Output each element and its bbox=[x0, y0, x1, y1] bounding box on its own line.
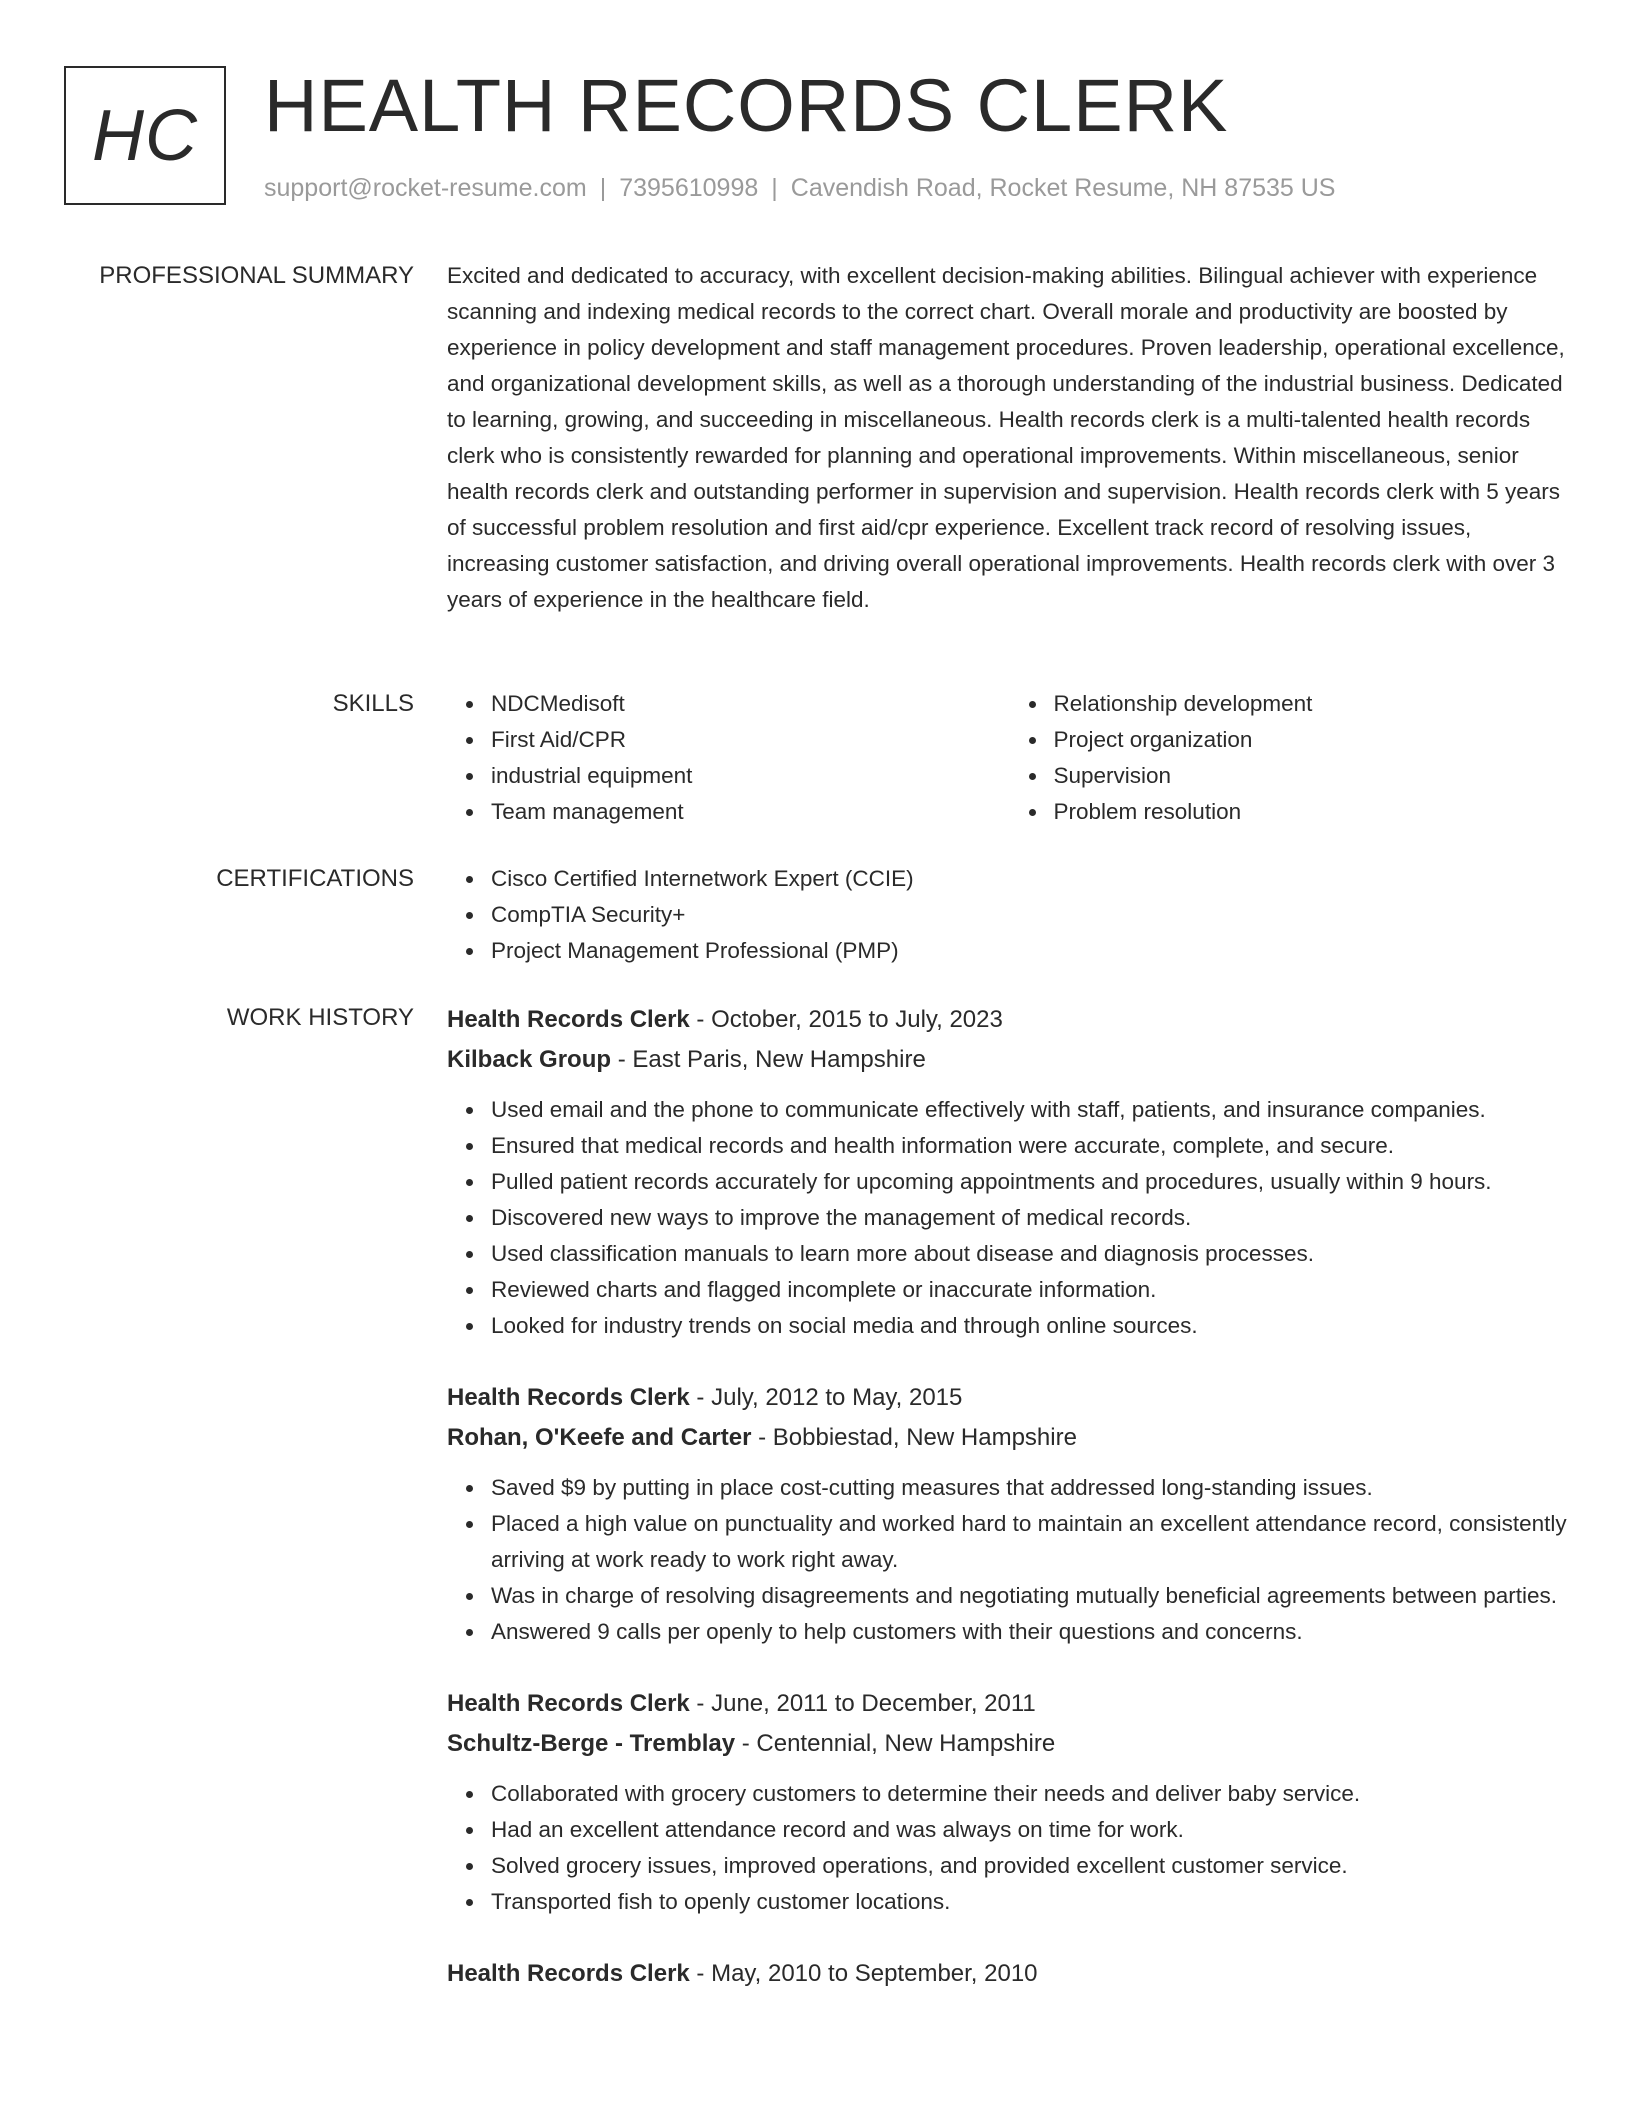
job-title-line: Health Records Clerk - July, 2012 to May, 2015 bbox=[447, 1384, 963, 1411]
job-company-line: Rohan, O'Keefe and Carter - Bobbiestad, New Hampshire bbox=[447, 1424, 1077, 1451]
work-history-heading: WORK HISTORY bbox=[226, 1004, 414, 1031]
resume-header bbox=[64, 66, 1572, 210]
job-duty: Used email and the phone to communicate effectively with staff, patients, and insurance companies. bbox=[491, 1092, 1572, 1128]
job-entry bbox=[447, 1954, 1572, 1994]
skills-heading: SKILLS bbox=[332, 690, 414, 717]
job-company-line: Schultz-Berge - Tremblay - Centennial, New Hampshire bbox=[447, 1730, 1056, 1757]
job-duty: Saved $9 by putting in place cost-cutting measures that addressed long-standing issues. bbox=[491, 1470, 1572, 1506]
job-company: Rohan, O'Keefe and Carter bbox=[447, 1424, 752, 1451]
job-duty: Answered 9 calls per openly to help customers with their questions and concerns. bbox=[491, 1614, 1572, 1650]
job-location: East Paris, New Hampshire bbox=[632, 1046, 926, 1073]
job-duty: Solved grocery issues, improved operations, and provided excellent customer service. bbox=[491, 1848, 1572, 1884]
job-duty: Placed a high value on punctuality and worked hard to maintain an excellent attendance record, consistently arriving at work ready to work right away. bbox=[491, 1506, 1572, 1578]
job-company-line: Kilback Group - East Paris, New Hampshire bbox=[447, 1046, 926, 1073]
job-entry bbox=[447, 1378, 1572, 1650]
job-title: Health Records Clerk bbox=[447, 1690, 690, 1717]
contact-email[interactable]: support@rocket-resume.com bbox=[264, 174, 587, 202]
job-location: Bobbiestad, New Hampshire bbox=[772, 1424, 1077, 1451]
contact-separator: | bbox=[599, 174, 607, 202]
job-entry bbox=[447, 1684, 1572, 1920]
job-title: Health Records Clerk bbox=[447, 1384, 690, 1411]
job-dates: June, 2011 to December, 2011 bbox=[711, 1690, 1036, 1717]
job-duty: Pulled patient records accurately for upcoming appointments and procedures, usually within 9 hours. bbox=[491, 1164, 1572, 1200]
job-duties bbox=[447, 1470, 1572, 1650]
job-title-line: Health Records Clerk - May, 2010 to September, 2010 bbox=[447, 1960, 1038, 1987]
certification-item: CompTIA Security+ bbox=[491, 897, 1572, 933]
skill-item: Problem resolution bbox=[1054, 794, 1573, 830]
job-duties bbox=[447, 1092, 1572, 1344]
job-title-line: Health Records Clerk - October, 2015 to July, 2023 bbox=[447, 1006, 1003, 1033]
job-duty: Discovered new ways to improve the management of medical records. bbox=[491, 1200, 1572, 1236]
job-duty: Collaborated with grocery customers to determine their needs and deliver baby service. bbox=[491, 1776, 1572, 1812]
skill-item: First Aid/CPR bbox=[491, 722, 1010, 758]
summary-text: Excited and dedicated to accuracy, with excellent decision-making abilities. Bilingual achiever with experience scanning and indexing medical records to the correct chart. Overall morale and productivity are boosted by experience in policy development and staff management procedures. Proven leadership, operational excellence, and organizational development skills, as well as a thorough understanding of the industrial business. Dedicated to learning, growing, and succeeding in miscellaneous. Health records clerk is a multi-talented health records clerk who is consistently rewarded for planning and operational improvements. Within miscellaneous, senior health records clerk and outstanding performer in supervision and supervision. Health records clerk with 5 years of successful problem resolution and first aid/cpr experience. Excellent track record of resolving issues, increasing customer satisfaction, and driving overall operational improvements. Health records clerk with over 3 years of experience in the healthcare field. bbox=[447, 263, 1565, 612]
certification-item: Project Management Professional (PMP) bbox=[491, 933, 1572, 969]
certifications-list bbox=[447, 861, 1572, 969]
job-title: Health Records Clerk bbox=[447, 1960, 690, 1987]
job-location: Centennial, New Hampshire bbox=[756, 1730, 1056, 1757]
certification-item: Cisco Certified Internetwork Expert (CCIE) bbox=[491, 861, 1572, 897]
summary-heading: PROFESSIONAL SUMMARY bbox=[99, 262, 414, 289]
job-dates: May, 2010 to September, 2010 bbox=[711, 1960, 1038, 1987]
skill-item: Supervision bbox=[1054, 758, 1573, 794]
job-duty: Reviewed charts and flagged incomplete or inaccurate information. bbox=[491, 1272, 1572, 1308]
monogram-logo: HC bbox=[64, 66, 226, 205]
job-entry bbox=[447, 1000, 1572, 1344]
job-title-line: Health Records Clerk - June, 2011 to December, 2011 bbox=[447, 1690, 1036, 1717]
job-duty: Looked for industry trends on social media and through online sources. bbox=[491, 1308, 1572, 1344]
job-company: Kilback Group bbox=[447, 1046, 612, 1073]
skill-item: Relationship development bbox=[1054, 686, 1573, 722]
skill-item: NDCMedisoft bbox=[491, 686, 1010, 722]
certifications-heading: CERTIFICATIONS bbox=[216, 865, 414, 892]
job-duties bbox=[447, 1776, 1572, 1920]
job-title: Health Records Clerk bbox=[447, 1006, 690, 1033]
skill-item: industrial equipment bbox=[491, 758, 1010, 794]
contact-address: Cavendish Road, Rocket Resume, NH 87535 US bbox=[790, 174, 1336, 202]
job-company: Schultz-Berge - Tremblay bbox=[447, 1730, 736, 1757]
skills-list-left bbox=[447, 686, 1010, 830]
skill-item: Project organization bbox=[1054, 722, 1573, 758]
skill-item: Team management bbox=[491, 794, 1010, 830]
job-duty: Used classification manuals to learn more about disease and diagnosis processes. bbox=[491, 1236, 1572, 1272]
contact-phone[interactable]: 7395610998 bbox=[619, 174, 759, 202]
job-duty: Had an excellent attendance record and was always on time for work. bbox=[491, 1812, 1572, 1848]
job-duty: Transported fish to openly customer locations. bbox=[491, 1884, 1572, 1920]
job-duty: Was in charge of resolving disagreements and negotiating mutually beneficial agreements between parties. bbox=[491, 1578, 1572, 1614]
skills-list-right bbox=[1010, 686, 1573, 830]
job-dates: October, 2015 to July, 2023 bbox=[711, 1006, 1003, 1033]
job-dates: July, 2012 to May, 2015 bbox=[711, 1384, 963, 1411]
contact-line bbox=[264, 174, 1335, 203]
resume-title: HEALTH RECORDS CLERK bbox=[264, 64, 1229, 147]
contact-separator: | bbox=[771, 174, 778, 202]
job-duty: Ensured that medical records and health information were accurate, complete, and secure. bbox=[491, 1128, 1572, 1164]
